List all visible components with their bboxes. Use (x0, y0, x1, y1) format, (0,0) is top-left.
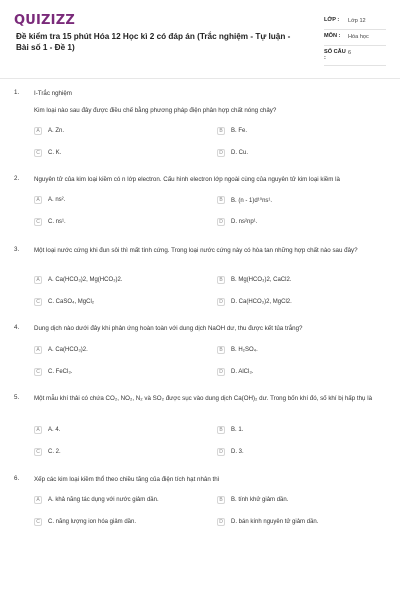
option-text: C. ns¹. (48, 219, 66, 225)
option-text: A. ns². (48, 197, 66, 203)
option-text: C. CaSO₄, MgCl₂ (48, 299, 95, 305)
option-c[interactable] (34, 368, 72, 376)
option-letter-badge: A (34, 426, 42, 434)
page-title: Đề kiểm tra 15 phút Hóa 12 Học kì 2 có đáp án (Trắc nghiệm - Tự luận - Bài số 1 - Đề 1) (16, 32, 291, 52)
option-letter-badge: D (217, 368, 225, 376)
question-number: 4. (14, 324, 20, 331)
question-text: Một mẫu khí thải có chứa CO₂, NO₂, N₂ và SO₂ được sục vào dung dịch Ca(OH)₂ dư. Trong bốn khí đó, số khí bị hấp thụ là (34, 395, 373, 402)
option-d[interactable] (217, 518, 318, 526)
header-divider (0, 78, 400, 79)
meta-subject-label: MÔN : (324, 33, 341, 39)
option-b[interactable] (217, 127, 247, 135)
option-c[interactable] (34, 149, 61, 157)
option-b[interactable] (217, 276, 291, 284)
option-letter-badge: C (34, 518, 42, 526)
option-d[interactable] (217, 298, 292, 306)
question-number: 1. (14, 89, 20, 96)
option-letter-badge: D (217, 448, 225, 456)
option-text: D. 3. (231, 449, 244, 455)
option-letter-badge: A (34, 196, 42, 204)
option-text: C. K. (48, 150, 62, 156)
option-text: A. Zn. (48, 128, 65, 134)
option-text: B. 1. (231, 427, 244, 433)
option-text: D. bán kính nguyên tử giảm dần. (231, 519, 319, 525)
option-letter-badge: B (217, 276, 225, 284)
option-text: D. ns²np¹. (231, 219, 258, 225)
option-letter-badge: C (34, 448, 42, 456)
option-c[interactable] (34, 448, 61, 456)
question-number: 6. (14, 475, 20, 482)
option-letter-badge: A (34, 276, 42, 284)
worksheet-meta (324, 14, 386, 66)
option-text: A. Ca(HCO₃)2. (48, 347, 88, 353)
question-text: Dung dịch nào dưới đây khi phản ứng hoàn toàn với dung dịch NaOH dư, thu được kết tủa trắng? (34, 325, 303, 332)
option-letter-badge: B (217, 426, 225, 434)
option-a[interactable] (34, 127, 64, 135)
meta-count-value: 6 (348, 50, 352, 56)
option-text: C. năng lượng ion hóa giảm dần. (48, 519, 137, 525)
option-d[interactable] (217, 448, 244, 456)
meta-class-value: Lớp 12 (348, 18, 366, 24)
option-letter-badge: C (34, 368, 42, 376)
option-b[interactable] (217, 426, 243, 434)
option-a[interactable] (34, 346, 88, 354)
meta-subject (324, 30, 386, 46)
option-text: D. Ca(HCO₃)2, MgCl2. (231, 299, 292, 305)
option-text: D. Cu. (231, 150, 249, 156)
option-c[interactable] (34, 298, 94, 306)
option-letter-badge: A (34, 496, 42, 504)
option-letter-badge: B (217, 346, 225, 354)
option-letter-badge: C (34, 298, 42, 306)
option-text: B. (n - 1)d¹⁰ns¹. (231, 197, 273, 204)
option-letter-badge: D (217, 149, 225, 157)
meta-class-label: LỚP : (324, 17, 340, 23)
option-text: D. AlCl₃. (231, 369, 254, 375)
option-letter-badge: B (217, 196, 225, 204)
option-a[interactable] (34, 276, 123, 284)
option-b[interactable] (217, 496, 288, 504)
meta-count (324, 46, 386, 66)
question-number: 2. (14, 175, 20, 182)
option-letter-badge: D (217, 298, 225, 306)
option-d[interactable] (217, 368, 253, 376)
question-text: Nguyên tử của kim loại kiềm có n lớp electron. Cấu hình electron lớp ngoài cùng của nguyên tử kim loại kiềm là (34, 176, 340, 183)
option-letter-badge: C (34, 149, 42, 157)
option-text: C. FeCl₃. (48, 369, 73, 375)
option-letter-badge: D (217, 218, 225, 226)
option-d[interactable] (217, 149, 248, 157)
option-text: B. tính khử giảm dần. (231, 497, 289, 503)
question-text: Một loại nước cứng khi đun sôi thì mất tính cứng. Trong loại nước cứng này có hòa tan những hợp chất nào sau đây? (34, 247, 358, 254)
option-text: A. 4. (48, 427, 61, 433)
option-b[interactable] (217, 196, 272, 204)
option-a[interactable] (34, 496, 159, 504)
option-b[interactable] (217, 346, 258, 354)
quizizz-logo: QUIZIZZ (14, 13, 75, 28)
option-c[interactable] (34, 218, 66, 226)
option-text: A. khả năng tác dụng với nước giảm dần. (48, 497, 159, 503)
option-letter-badge: B (217, 127, 225, 135)
option-letter-badge: A (34, 127, 42, 135)
question-section: I-Trắc nghiệm (34, 90, 72, 97)
meta-subject-value: Hóa học (348, 34, 369, 40)
option-d[interactable] (217, 218, 257, 226)
question-text: Xếp các kim loại kiềm thổ theo chiều tăng của điện tích hạt nhân thì (34, 476, 220, 483)
option-text: B. Mg(HCO₃)2, CaCl2. (231, 277, 292, 283)
question-text: Kim loại nào sau đây được điều chế bằng phương pháp điện phân hợp chất nóng chảy? (34, 107, 277, 114)
option-a[interactable] (34, 196, 65, 204)
option-c[interactable] (34, 518, 136, 526)
option-letter-badge: B (217, 496, 225, 504)
question-number: 5. (14, 394, 20, 401)
option-text: C. 2. (48, 449, 61, 455)
option-letter-badge: D (217, 518, 225, 526)
option-text: A. Ca(HCO₃)2, Mg(HCO₃)2. (48, 277, 123, 283)
question-number: 3. (14, 246, 20, 253)
option-a[interactable] (34, 426, 60, 434)
meta-count-label: SỐ CÂU : (324, 49, 346, 61)
option-letter-badge: C (34, 218, 42, 226)
meta-class (324, 14, 386, 30)
option-letter-badge: A (34, 346, 42, 354)
option-text: B. H₂SO₄. (231, 347, 258, 353)
option-text: B. Fe. (231, 128, 248, 134)
